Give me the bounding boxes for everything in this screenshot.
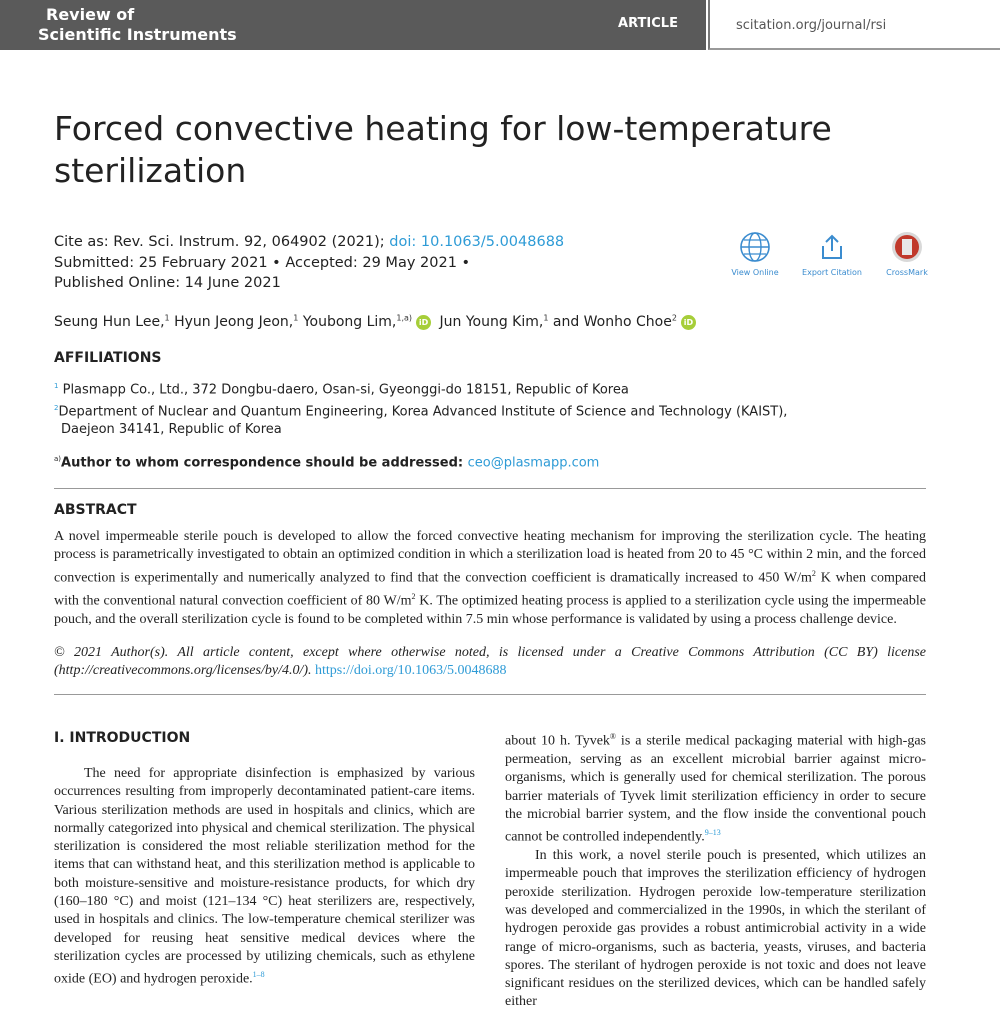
body-paragraph: In this work, a novel sterile pouch is presented, which utilizes an impermeable pouch that improves the sterilization efficiency of hydrogen peroxide sterilization. Hydrogen peroxide low-temperature sterilization was developed and commercialized in the 1990s, in which the sterilant of hydrogen peroxide gas provides a robust antimicrobial activity in a wide range of micro-organisms, such as bacteria, yeasts, viruses, and bacteria spores. The sterilant of hydrogen peroxide is not toxic and does not leave significant residues on the sterilized devices, which can be handled safely either	[505, 848, 926, 1010]
cite-prefix: Cite as: Rev. Sci. Instrum. 92, 064902 (2021);	[54, 234, 390, 250]
section-divider	[54, 694, 926, 695]
author[interactable]: Jun Young Kim,$^1$	[439, 313, 549, 330]
export-icon	[815, 230, 849, 264]
journal-site-box[interactable]	[708, 0, 1000, 50]
reference-link[interactable]: 9–13	[704, 828, 721, 838]
export-citation-label: Export Citation	[802, 268, 862, 277]
journal-name-line1: Review of	[46, 5, 135, 24]
affiliation-item: $^2$Department of Nuclear and Quantum Engineering, Korea Advanced Institute of Science and Technology (KAIST), Daejeon 34141, Republic of Korea	[54, 404, 788, 438]
abstract-heading: ABSTRACT	[54, 502, 137, 518]
author-list	[54, 313, 954, 330]
author[interactable]: Seung Hun Lee,$^1$	[54, 313, 170, 330]
published-line: Published Online: 14 June 2021	[54, 275, 281, 291]
body-paragraph: about 10 h. Tyvek® is a sterile medical packaging material with high-gas permeation, serving as an excellent microbial barrier against micro-organisms, which is generally used for chemical sterilization. The porous barrier materials of Tyvek limit sterilization efficiency in order to secure the microbial barrier system, and the flow inside the conventional pouch cannot be controlled independently.$^{9-13}$	[505, 732, 926, 845]
right-column	[505, 728, 926, 1012]
journal-name	[0, 0, 262, 50]
abstract-text: A novel impermeable sterile pouch is developed to allow the forced convective heating mechanism for improving the sterilization cycle. The heating process is parametrically investigated to obtain an optimized condition in which a sterilization load is heated from 20 to 45 °C within 2 min, and the forced convection is experimentally and numerically analyzed to find that the convection coefficient is dramatically increased to 450 $W/m^2$ K when compared with the conventional natural convection coefficient of 80 $W/m^2$ K. The optimized heating process is applied to a sterilization cycle using the impermeable pouch, and the overall sterilization cycle is found to be completed within 7.5 min whose performance is validated by using a process challenge device.	[54, 529, 927, 627]
correspondence-line: $^{a)}$Author to whom correspondence should be addressed: ceo@plasmapp.com	[54, 455, 600, 471]
globe-icon	[738, 230, 772, 264]
journal-site-link[interactable]: scitation.org/journal/rsi	[736, 18, 887, 33]
section-divider	[54, 488, 926, 489]
author[interactable]: Youbong Lim,$^{1,a)}$	[302, 313, 413, 330]
journal-name-line2: Scientific Instruments	[38, 25, 237, 44]
crossmark-icon	[890, 230, 924, 264]
left-column	[54, 765, 475, 989]
orcid-icon[interactable]: iD	[416, 315, 431, 330]
body-paragraph: The need for appropriate disinfection is emphasized by various occurrences resulting from improperly decontaminated patient-care items. Various sterilization methods are used in hospitals and clinics, which are normally categorized into physical and chemical sterilization. The physical sterilization is considered the most reliable sterilization method for the items that can withstand heat, and this sterilization method is applicable to both moisture-sensitive and moisture-resistance products, for which dry (160–180 °C) and moist (121–134 °C) heat sterilizers are, respectively, used in hospitals and clinics. The low-temperature chemical sterilizer was developed for reusing heat sensitive medical devices where the sterilization cycles are processed by utilizing chemicals, such as ethylene oxide (EO) and hydrogen peroxide.$^{1-8}$	[54, 766, 475, 987]
orcid-icon[interactable]: iD	[681, 315, 696, 330]
view-online-button[interactable]	[720, 230, 790, 277]
export-citation-button[interactable]	[797, 230, 867, 277]
article-title: Forced convective heating for low-temperature sterilization	[54, 109, 832, 190]
author[interactable]: and Wonho Choe$^2$	[552, 313, 677, 330]
affiliation-item: $^1$ Plasmapp Co., Ltd., 372 Dongbu-daero, Osan-si, Gyeonggi-do 18151, Republic of Korea	[54, 382, 629, 398]
introduction-heading: I. INTRODUCTION	[54, 730, 191, 746]
affiliations-heading: AFFILIATIONS	[54, 350, 162, 366]
dates-line: Submitted: 25 February 2021 • Accepted: 29 May 2021 •	[54, 254, 471, 271]
correspondence-email-link[interactable]: ceo@plasmapp.com	[467, 455, 600, 471]
crossmark-button[interactable]	[872, 230, 942, 277]
crossmark-label: CrossMark	[886, 268, 928, 277]
citation-block	[54, 232, 574, 294]
license-statement: © 2021 Author(s). All article content, except where otherwise noted, is licensed under a Creative Commons Attribution (CC BY) license (http://creativecommons.org/licenses/by/4.0/). https://doi.org/10.1063/5.0048688	[54, 645, 926, 679]
doi-url-link[interactable]: https://doi.org/10.1063/5.0048688	[315, 663, 507, 679]
doi-link[interactable]: doi: 10.1063/5.0048688	[389, 234, 565, 250]
author[interactable]: Hyun Jeong Jeon,$^1$	[174, 313, 299, 330]
reference-link[interactable]: 1–8	[252, 970, 265, 980]
article-type-label: ARTICLE	[618, 16, 678, 31]
view-online-label: View Online	[731, 268, 779, 277]
